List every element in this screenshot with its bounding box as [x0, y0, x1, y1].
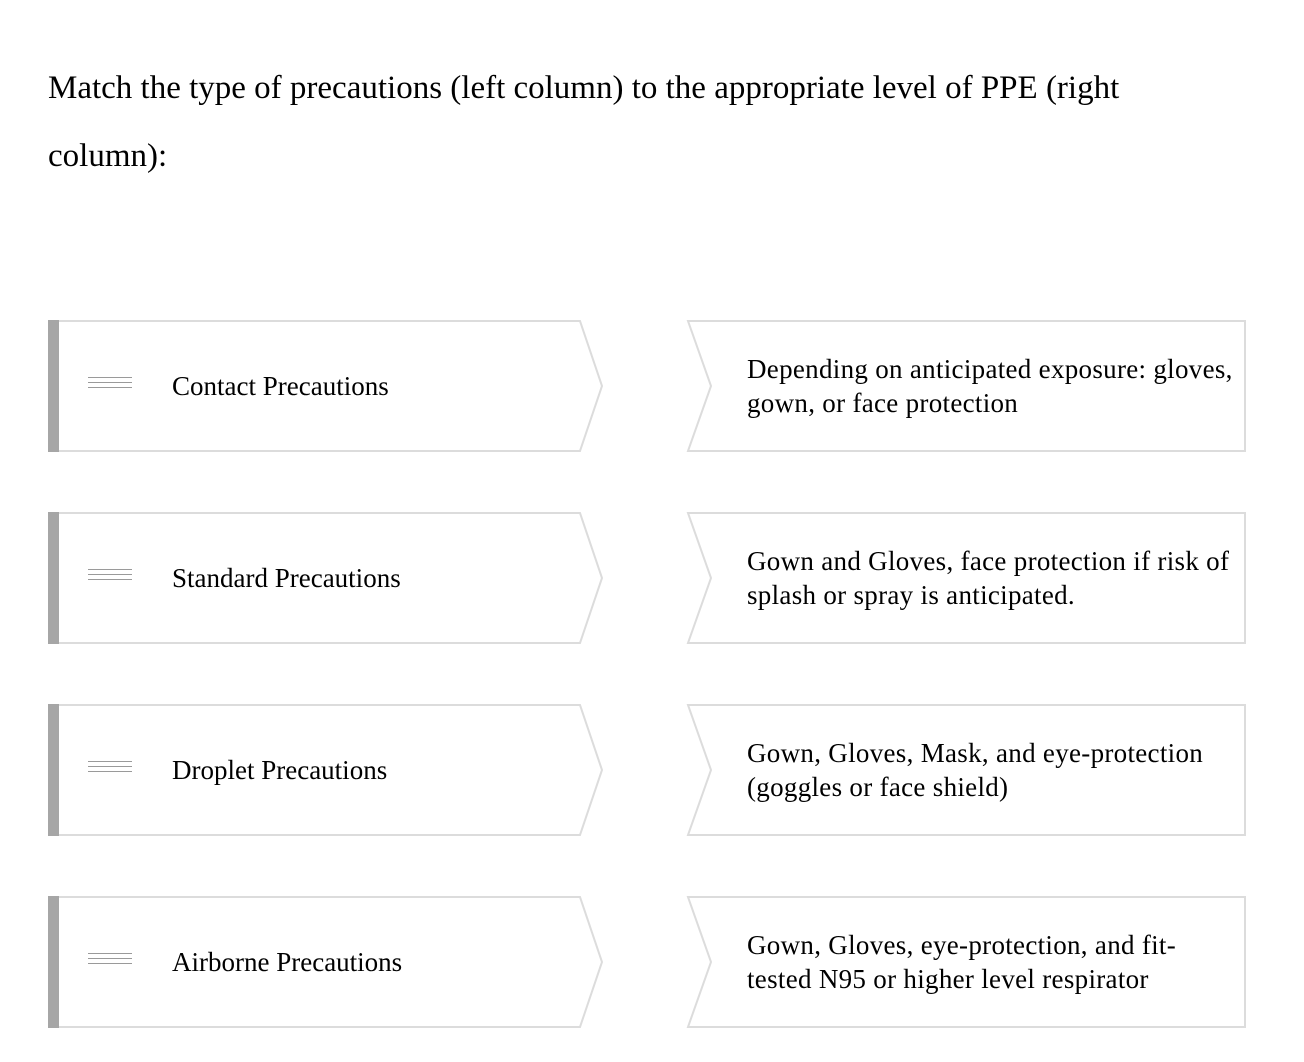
- match-row: [0, 320, 1304, 452]
- item-accent-bar: [48, 512, 59, 644]
- target-label: Gown, Gloves, eye-protection, and fit-tested N95 or higher level respirator: [747, 930, 1177, 994]
- draggable-item-airborne-precautions[interactable]: [48, 896, 604, 1028]
- target-label: Gown and Gloves, face protection if risk of splash or spray is anticipated.: [747, 546, 1230, 610]
- drag-handle-icon[interactable]: [88, 377, 132, 393]
- draggable-item-contact-precautions[interactable]: [48, 320, 604, 452]
- match-target-1[interactable]: [686, 320, 1246, 452]
- drag-handle-icon[interactable]: [88, 569, 132, 585]
- match-target-2[interactable]: [686, 512, 1246, 644]
- draggable-item-standard-precautions[interactable]: [48, 512, 604, 644]
- match-row: [0, 896, 1304, 1028]
- item-accent-bar: [48, 320, 59, 452]
- item-label: Standard Precautions: [172, 563, 401, 593]
- drag-handle-icon[interactable]: [88, 953, 132, 969]
- item-label: Contact Precautions: [172, 371, 389, 401]
- match-row: [0, 512, 1304, 644]
- question-text: Match the type of precautions (left column) to the appropriate level of PPE (right column):: [48, 70, 1120, 174]
- item-accent-bar: [48, 896, 59, 1028]
- target-label: Depending on anticipated exposure: gloves, gown, or face protection: [747, 354, 1233, 418]
- match-row: [0, 704, 1304, 836]
- draggable-item-droplet-precautions[interactable]: [48, 704, 604, 836]
- item-label: Airborne Precautions: [172, 947, 403, 977]
- drag-handle-icon[interactable]: [88, 761, 132, 777]
- item-accent-bar: [48, 704, 59, 836]
- target-label: Gown, Gloves, Mask, and eye-protection (goggles or face shield): [747, 738, 1204, 802]
- match-target-3[interactable]: [686, 704, 1246, 836]
- match-target-4[interactable]: [686, 896, 1246, 1028]
- item-label: Droplet Precautions: [172, 755, 388, 785]
